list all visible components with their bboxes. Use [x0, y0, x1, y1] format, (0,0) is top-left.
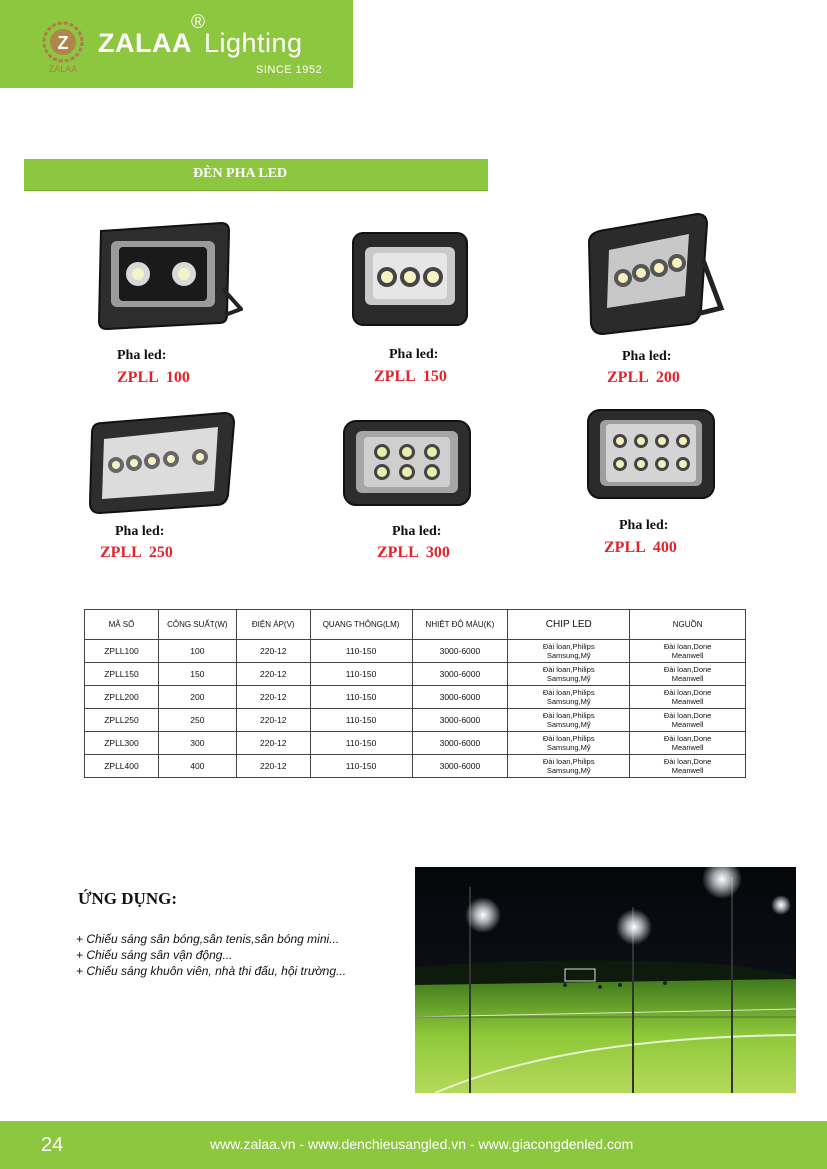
svg-text:Z: Z	[57, 33, 69, 53]
chip-line-2: Samsung,Mỹ	[546, 720, 591, 729]
page-number: 24	[41, 1134, 64, 1156]
product-label: Pha led:	[389, 347, 439, 362]
registered-mark: ®	[191, 12, 206, 33]
section-title-bar	[24, 159, 488, 191]
table-row	[85, 709, 746, 732]
product-label: Pha led:	[115, 524, 165, 539]
cell-temp: 3000-6000	[412, 732, 508, 755]
product-code: ZPLL 200	[607, 369, 680, 386]
cell-temp: 3000-6000	[412, 755, 508, 778]
cell-source	[630, 709, 746, 732]
cell-lumen: 110-150	[310, 755, 412, 778]
table-row	[85, 755, 746, 778]
cell-voltage: 220-12	[236, 640, 310, 663]
cell-voltage: 220-12	[236, 709, 310, 732]
chip-line-1: Đài loan,Philips	[542, 688, 595, 697]
cell-voltage: 220-12	[236, 755, 310, 778]
cell-lumen: 110-150	[310, 640, 412, 663]
cell-voltage: 220-12	[236, 686, 310, 709]
brand-suffix: Lighting	[203, 28, 303, 58]
zalaa-logo-icon	[38, 20, 88, 78]
cell-chip	[508, 686, 630, 709]
source-line-2: Meanwell	[671, 651, 704, 660]
chip-line-2: Samsung,Mỹ	[546, 743, 591, 752]
cell-chip	[508, 709, 630, 732]
chip-line-2: Samsung,Mỹ	[546, 651, 591, 660]
source-line-1: Đài loan,Done	[663, 665, 712, 674]
cell-chip	[508, 663, 630, 686]
table-row	[85, 663, 746, 686]
table-header: NHIỆT ĐỘ MÀU(K)	[412, 610, 508, 640]
cell-lumen: 110-150	[310, 663, 412, 686]
cell-temp: 3000-6000	[412, 640, 508, 663]
product-code: ZPLL 300	[377, 544, 450, 561]
table-header-row	[85, 610, 746, 640]
floodlight-4-chip-icon	[585, 210, 725, 336]
cell-temp: 3000-6000	[412, 663, 508, 686]
table-header: CHIP LED	[508, 610, 630, 640]
cell-power: 300	[158, 732, 236, 755]
svg-text:ZALAA: ZALAA	[48, 64, 78, 74]
application-list	[76, 931, 346, 979]
cell-chip	[508, 640, 630, 663]
chip-line-1: Đài loan,Philips	[542, 711, 595, 720]
since-text: SINCE 1952	[256, 64, 323, 76]
list-item: + Chiếu sáng khuôn viên, nhà thi đấu, hội trường...	[76, 964, 347, 978]
cell-code: ZPLL400	[85, 755, 159, 778]
cell-lumen: 110-150	[310, 732, 412, 755]
chip-line-1: Đài loan,Philips	[542, 665, 595, 674]
table-header: CÔNG SUẤT(W)	[158, 610, 236, 640]
floodlight-6-chip-icon	[342, 419, 472, 507]
product-label: Pha led:	[619, 518, 669, 533]
application-title: ỨNG DỤNG:	[78, 889, 177, 908]
list-item: + Chiếu sáng sân vận động...	[76, 948, 233, 962]
cell-temp: 3000-6000	[412, 686, 508, 709]
brand-name	[98, 12, 303, 59]
floodlight-5-chip-icon	[88, 411, 236, 515]
table-row	[85, 640, 746, 663]
cell-lumen: 110-150	[310, 686, 412, 709]
header-banner	[0, 0, 353, 88]
section-title: ĐÈN PHA LED	[193, 166, 288, 181]
product-code: ZPLL 100	[117, 369, 190, 386]
list-item: + Chiếu sáng sân bóng,sân tenis,sân bóng mini...	[76, 932, 340, 946]
floodlight-2-chip-icon	[93, 219, 243, 337]
source-line-2: Meanwell	[671, 697, 704, 706]
chip-line-1: Đài loan,Philips	[542, 642, 595, 651]
cell-source	[630, 663, 746, 686]
source-line-1: Đài loan,Done	[663, 642, 712, 651]
floodlight-8-chip-icon	[586, 408, 716, 500]
cell-temp: 3000-6000	[412, 709, 508, 732]
source-line-2: Meanwell	[671, 720, 704, 729]
spec-table	[84, 609, 746, 778]
cell-code: ZPLL300	[85, 732, 159, 755]
cell-code: ZPLL200	[85, 686, 159, 709]
cell-code: ZPLL150	[85, 663, 159, 686]
table-header: QUANG THÔNG(LM)	[310, 610, 412, 640]
cell-power: 250	[158, 709, 236, 732]
product-code: ZPLL 150	[374, 368, 447, 385]
cell-code: ZPLL250	[85, 709, 159, 732]
source-line-2: Meanwell	[671, 674, 704, 683]
chip-line-2: Samsung,Mỹ	[546, 766, 591, 775]
table-row	[85, 686, 746, 709]
cell-voltage: 220-12	[236, 732, 310, 755]
chip-line-2: Samsung,Mỹ	[546, 697, 591, 706]
table-header: ĐIỆN ÁP(V)	[236, 610, 310, 640]
source-line-1: Đài loan,Done	[663, 711, 712, 720]
chip-line-1: Đài loan,Philips	[542, 757, 595, 766]
table-header: MÃ SỐ	[85, 610, 159, 640]
table-header: NGUỒN	[630, 610, 746, 640]
cell-source	[630, 686, 746, 709]
product-label: Pha led:	[622, 349, 672, 364]
cell-source	[630, 640, 746, 663]
product-label: Pha led:	[392, 524, 442, 539]
cell-chip	[508, 732, 630, 755]
source-line-2: Meanwell	[671, 766, 704, 775]
cell-power: 400	[158, 755, 236, 778]
cell-power: 200	[158, 686, 236, 709]
product-code: ZPLL 250	[100, 544, 173, 561]
chip-line-2: Samsung,Mỹ	[546, 674, 591, 683]
cell-chip	[508, 755, 630, 778]
floodlight-3-chip-icon	[349, 229, 471, 329]
cell-source	[630, 755, 746, 778]
source-line-2: Meanwell	[671, 743, 704, 752]
product-label: Pha led:	[117, 348, 167, 363]
footer-bar	[0, 1121, 827, 1169]
source-line-1: Đài loan,Done	[663, 734, 712, 743]
cell-source	[630, 732, 746, 755]
cell-lumen: 110-150	[310, 709, 412, 732]
cell-power: 100	[158, 640, 236, 663]
table-row	[85, 732, 746, 755]
brand-title: ZALAA	[98, 28, 192, 58]
cell-code: ZPLL100	[85, 640, 159, 663]
cell-voltage: 220-12	[236, 663, 310, 686]
source-line-1: Đài loan,Done	[663, 757, 712, 766]
product-code: ZPLL 400	[604, 539, 677, 556]
footer-links: www.zalaa.vn - www.denchieusangled.vn - www.giacongdenled.com	[210, 1136, 634, 1152]
stadium-night-photo	[415, 867, 796, 1093]
chip-line-1: Đài loan,Philips	[542, 734, 595, 743]
cell-power: 150	[158, 663, 236, 686]
source-line-1: Đài loan,Done	[663, 688, 712, 697]
